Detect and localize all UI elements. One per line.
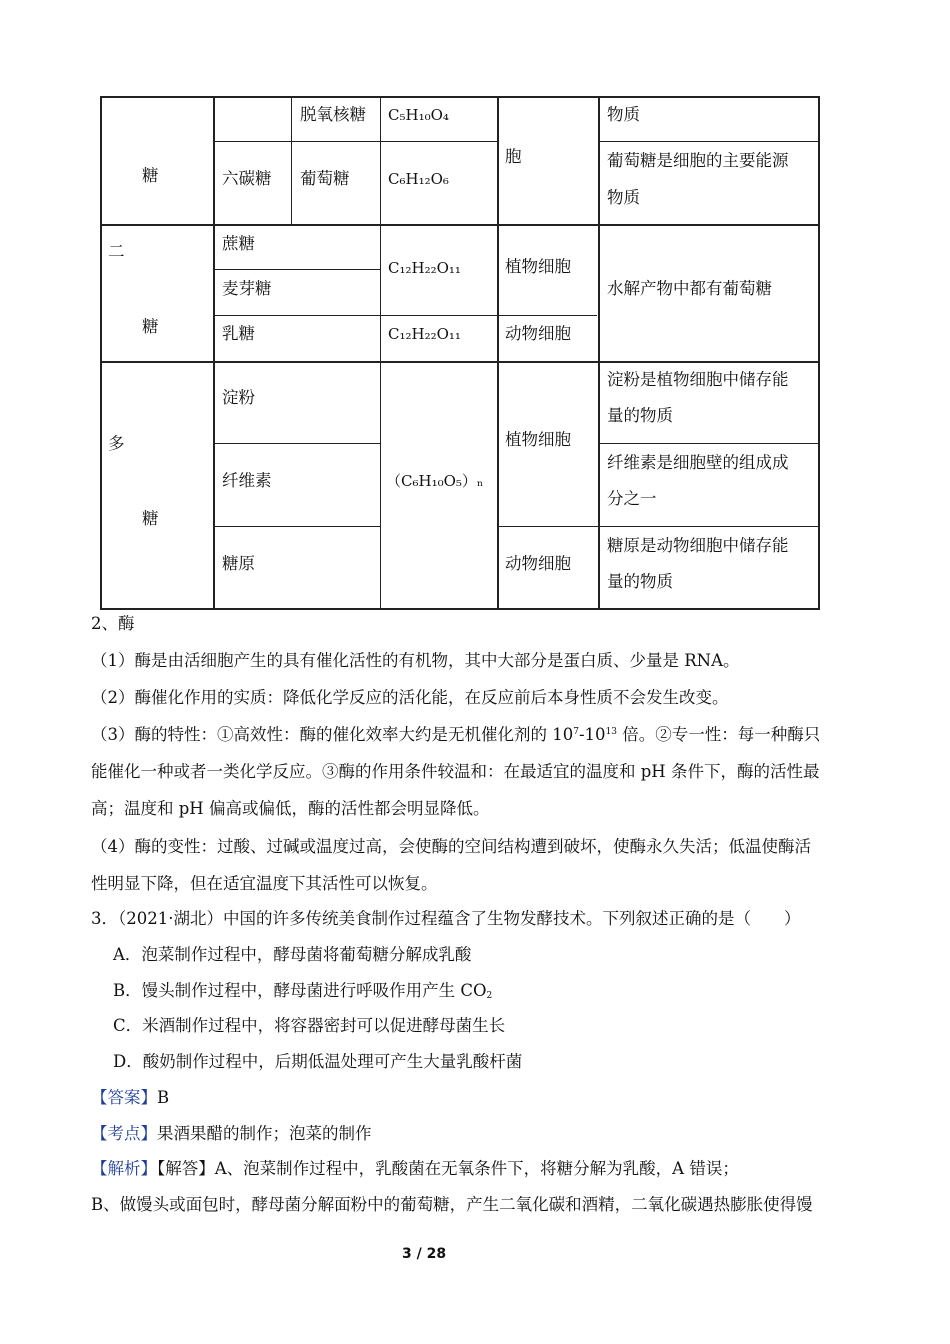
enzyme-paragraph-4-line1: （4）酶的变性：过酸、过碱或温度过高，会使酶的空间结构遭到破坏，使酶永久失活；低温使酶活 <box>91 837 811 856</box>
deoxyribose-name: 脱氧核糖 <box>300 105 366 124</box>
analysis-line-2: B、做馒头或面包时，酵母菌分解面粉中的葡萄糖，产生二氧化碳和酒精，二氧化碳遇热膨胀使得馒 <box>91 1195 813 1214</box>
disaccharide-label-1: 二 <box>108 242 125 261</box>
poly-plant-cell-label: 植物细胞 <box>505 430 571 449</box>
enzyme-paragraph-4-line2: 性明显下降，但在适宜温度下其活性可以恢复。 <box>91 874 438 893</box>
cellulose-name: 纤维素 <box>222 471 272 490</box>
cellulose-note-line1: 纤维素是细胞壁的组成成 <box>607 453 789 472</box>
starch-note-line2: 量的物质 <box>607 406 673 425</box>
analysis-label: 【解析】 <box>91 1159 157 1178</box>
polysaccharide-label-2: 糖 <box>142 509 159 528</box>
polysaccharide-formula: （C₆H₁₀O₅）ₙ <box>386 472 484 490</box>
starch-name: 淀粉 <box>222 388 255 407</box>
maltose-name: 麦芽糖 <box>222 279 272 298</box>
glycogen-name: 糖原 <box>222 554 255 573</box>
glucose-formula: C₆H₁₂O₆ <box>388 170 449 188</box>
enzyme-paragraph-3-line3: 高；温度和 pH 偏高或偏低，酶的活性都会明显降低。 <box>91 799 490 818</box>
starch-note-line1: 淀粉是植物细胞中储存能 <box>607 370 789 389</box>
sucrose-name: 蔗糖 <box>222 234 255 253</box>
enzyme-paragraph-3-line1: （3）酶的特性：①高效性：酶的催化效率大约是无机催化剂的 $10^7-10^{13}$ 倍。②专一性：每一种酶只 <box>91 725 821 744</box>
monosaccharide-group-label: 糖 <box>142 166 159 185</box>
analysis-line-1: 【解析】【解答】A、泡菜制作过程中，乳酸菌在无氧条件下，将糖分解为乳酸，A 错误； <box>91 1159 739 1178</box>
option-d: D．酸奶制作过程中，后期低温处理可产生大量乳酸杆菌 <box>113 1052 523 1071</box>
page-number: 3 / 28 <box>402 1246 447 1262</box>
option-b: B．馒头制作过程中，酵母菌进行呼吸作用产生 $CO_2$ <box>113 981 493 1001</box>
glucose-role-line2: 物质 <box>607 188 640 207</box>
enzyme-paragraph-2: （2）酶催化作用的实质：降低化学反应的活化能，在反应前后本身性质不会发生改变。 <box>91 688 729 707</box>
deoxyribose-formula: C₅H₁₀O₄ <box>388 106 449 124</box>
answer-value: B <box>157 1088 170 1107</box>
question-stem: 3．（2021·湖北）中国的许多传统美食制作过程蕴含了生物发酵技术。下列叙述正确的是（ ） <box>91 909 801 928</box>
animal-cell-label: 动物细胞 <box>505 324 571 343</box>
enzyme-heading: 2、酶 <box>91 614 135 633</box>
answer-label: 【答案】 <box>91 1088 157 1107</box>
cellulose-note-line2: 分之一 <box>607 489 657 508</box>
glycogen-note-line2: 量的物质 <box>607 572 673 591</box>
cell-fragment: 胞 <box>505 147 522 166</box>
enzyme-paragraph-1: （1）酶是由活细胞产生的具有催化活性的有机物，其中大部分是蛋白质、少量是 RNA。 <box>91 651 740 670</box>
disaccharide-label-2: 糖 <box>142 317 159 336</box>
answer-line <box>91 1088 169 1108</box>
lactose-name: 乳糖 <box>222 324 255 343</box>
disaccharide-note: 水解产物中都有葡萄糖 <box>607 279 772 298</box>
poly-animal-cell-label: 动物细胞 <box>505 554 571 573</box>
lactose-formula: C₁₂H₂₂O₁₁ <box>388 325 461 343</box>
topic-label: 【考点】 <box>91 1124 157 1143</box>
option-a: A．泡菜制作过程中，酵母菌将葡萄糖分解成乳酸 <box>113 945 472 964</box>
topic-value: 果酒果醋的制作；泡菜的制作 <box>157 1124 372 1143</box>
polysaccharide-label-1: 多 <box>108 434 125 453</box>
glucose-name: 葡萄糖 <box>300 169 350 188</box>
hexose-label: 六碳糖 <box>222 169 272 188</box>
substance-fragment: 物质 <box>607 105 640 124</box>
glycogen-note-line1: 糖原是动物细胞中储存能 <box>607 536 789 555</box>
plant-cell-label: 植物细胞 <box>505 257 571 276</box>
topic-line <box>91 1124 372 1144</box>
enzyme-paragraph-3-line2: 能催化一种或者一类化学反应。③酶的作用条件较温和：在最适宜的温度和 pH 条件下，酶的活性最 <box>91 762 820 781</box>
glucose-role-line1: 葡萄糖是细胞的主要能源 <box>607 151 789 170</box>
disaccharide-formula: C₁₂H₂₂O₁₁ <box>388 259 461 277</box>
option-c: C．米酒制作过程中，将容器密封可以促进酵母菌生长 <box>113 1016 506 1035</box>
